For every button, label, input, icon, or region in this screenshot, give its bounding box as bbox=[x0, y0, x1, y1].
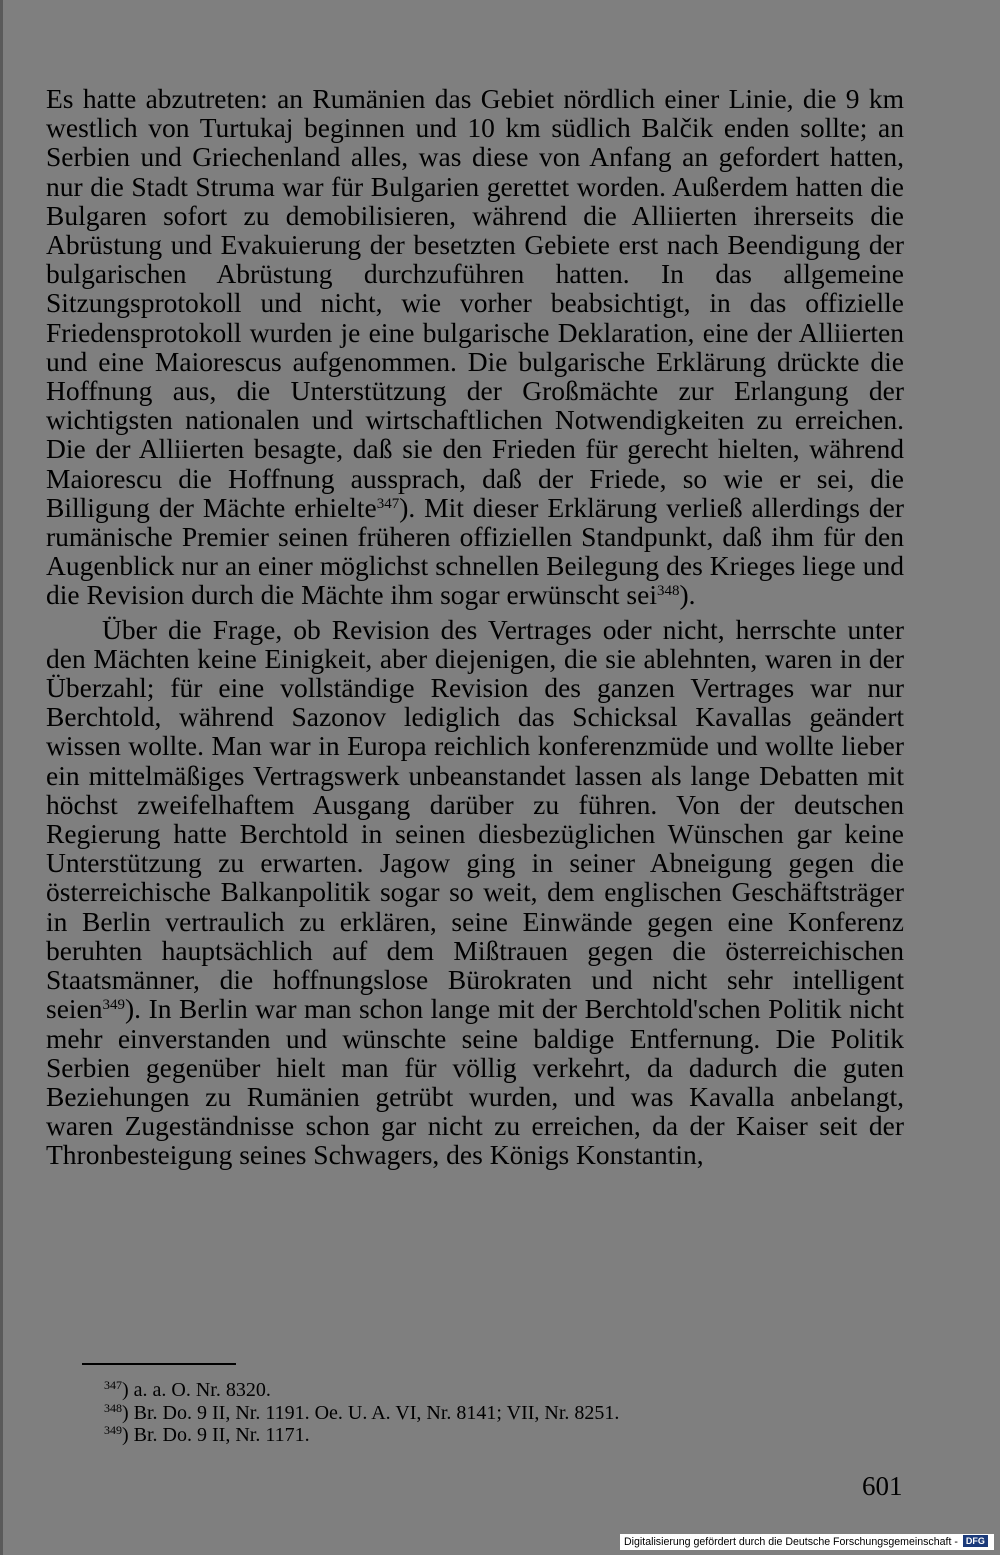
page-body bbox=[46, 84, 904, 1170]
footnote-ref-349: 349 bbox=[102, 997, 126, 1014]
footnote-347 bbox=[104, 1379, 884, 1402]
footnote-number: 348 bbox=[104, 1400, 122, 1415]
footnote-number: 349 bbox=[104, 1423, 122, 1437]
footnote-divider bbox=[82, 1363, 236, 1365]
footnotes bbox=[104, 1379, 884, 1447]
footnote-text: ) Br. Do. 9 II, Nr. 1171. bbox=[122, 1424, 310, 1446]
paragraph-2-text-a: Über die Frage, ob Revision des Vertrages oder nicht, herrschte unter den Mächten keine Einigkeit, aber diejenigen, die sie ablehnten, waren in der Überzahl; für eine vollständige Revision des ganzen Vertrages war nur Berchtold, während Sazonov lediglich das Schicksal Kavallas geändert wissen wollte. Man war in Europa reichlich konferenzmüde und wollte lieber ein mittelmäßiges Vertragswerk unbeanstandet lassen als lange Debatten mit höchst zweifelhaftem Ausgang darüber zu führen. Von der deutschen Regierung hatte Berchtold in seinen diesbezüglichen Wünschen gar keine Unterstützung zu erwarten. Jagow ging in seiner Abneigung gegen die österreichische Balkanpolitik sogar so weit, dem englischen Geschäftsträger in Berlin vertraulich zu erklären, seine Einwände gegen eine Konferenz beruhten hauptsächlich auf dem Mißtrauen gegen die österreichischen Staatsmänner, die hoffnungslose Bürokraten und nicht sehr intelligent seien bbox=[46, 613, 904, 1025]
digitization-credit bbox=[620, 1534, 994, 1550]
footnote-text: ) a. a. O. Nr. 8320. bbox=[122, 1379, 271, 1401]
scan-left-edge bbox=[0, 0, 3, 1555]
body-paragraph-2 bbox=[46, 615, 904, 1170]
footnote-text: ) Br. Do. 9 II, Nr. 1191. Oe. U. A. VI, Nr. 8141; VII, Nr. 8251. bbox=[122, 1401, 620, 1424]
dfg-logo-icon: DFG bbox=[963, 1535, 988, 1547]
footnote-348 bbox=[104, 1402, 884, 1425]
body-paragraph-1 bbox=[46, 84, 904, 610]
paragraph-1-text-c: ). bbox=[679, 579, 696, 611]
footnote-349 bbox=[104, 1424, 884, 1447]
footnote-ref-348: 348 bbox=[656, 583, 680, 600]
page-number: 601 bbox=[862, 1471, 903, 1501]
footnote-ref-347: 347 bbox=[376, 495, 400, 512]
footnote-number: 347 bbox=[104, 1378, 122, 1392]
paragraph-1-text-a: Es hatte abzutreten: an Rumänien das Gebiet nördlich einer Linie, die 9 km westlich von Turtukaj beginnen und 10 km südlich Balčik enden sollte; an Serbien und Griechenland alles, was diese von Anfang an gefordert hatten, nur die Stadt Struma war für Bulgarien gerettet worden. Außerdem hatten die Bulgaren sofort zu demobilisieren, während die Alliierten ihrerseits die Abrüstung und Evakuierung der besetzten Gebiete erst nach Beendigung der bulgarischen Abrüstung durchzuführen hatten. In das allgemeine Sitzungsprotokoll und nicht, wie vorher beabsichtigt, in das offizielle Friedensprotokoll wurden je eine bulgarische Deklaration, eine der Alliierten und eine Maiorescus aufgenommen. Die bulgarische Erklärung drückte die Hoffnung aus, die Unterstützung der Großmächte zur Erlangung der wichtigsten nationalen und wirtschaftlichen Notwendigkeiten zu erreichen. Die der Alliierten besagte, daß sie den Frieden für gerecht hielten, während Maiorescu die Hoffnung aussprach, daß der Friede, so wie er sei, die Billigung der Mächte erhielte bbox=[46, 83, 904, 523]
paragraph-1-text-b: ). Mit dieser Erklärung verließ allerdings der rumänische Premier seinen früheren offiziellen Standpunkt, daß ihm für den Augenblick nur an einer möglichst schnellen Beilegung des Krieges liege und die Revision durch die Mächte ihm sogar erwünscht sei bbox=[46, 491, 904, 611]
credit-text: Digitalisierung gefördert durch die Deutsche Forschungsgemeinschaft - bbox=[624, 1536, 958, 1548]
paragraph-2-text-b: ). In Berlin war man schon lange mit der Berchtold'schen Politik nicht mehr einverstanden und wünschte seine baldige Entfernung. Die Politik Serbien gegenüber hielt man für völlig verkehrt, da dadurch die guten Beziehungen zu Rumänien getrübt wurden, und was Kavalla anbelangt, waren Zugeständnisse schon gar nicht zu erreichen, da der Kaiser seit der Thronbesteigung seines Schwagers, des Königs Konstantin, bbox=[46, 993, 904, 1171]
